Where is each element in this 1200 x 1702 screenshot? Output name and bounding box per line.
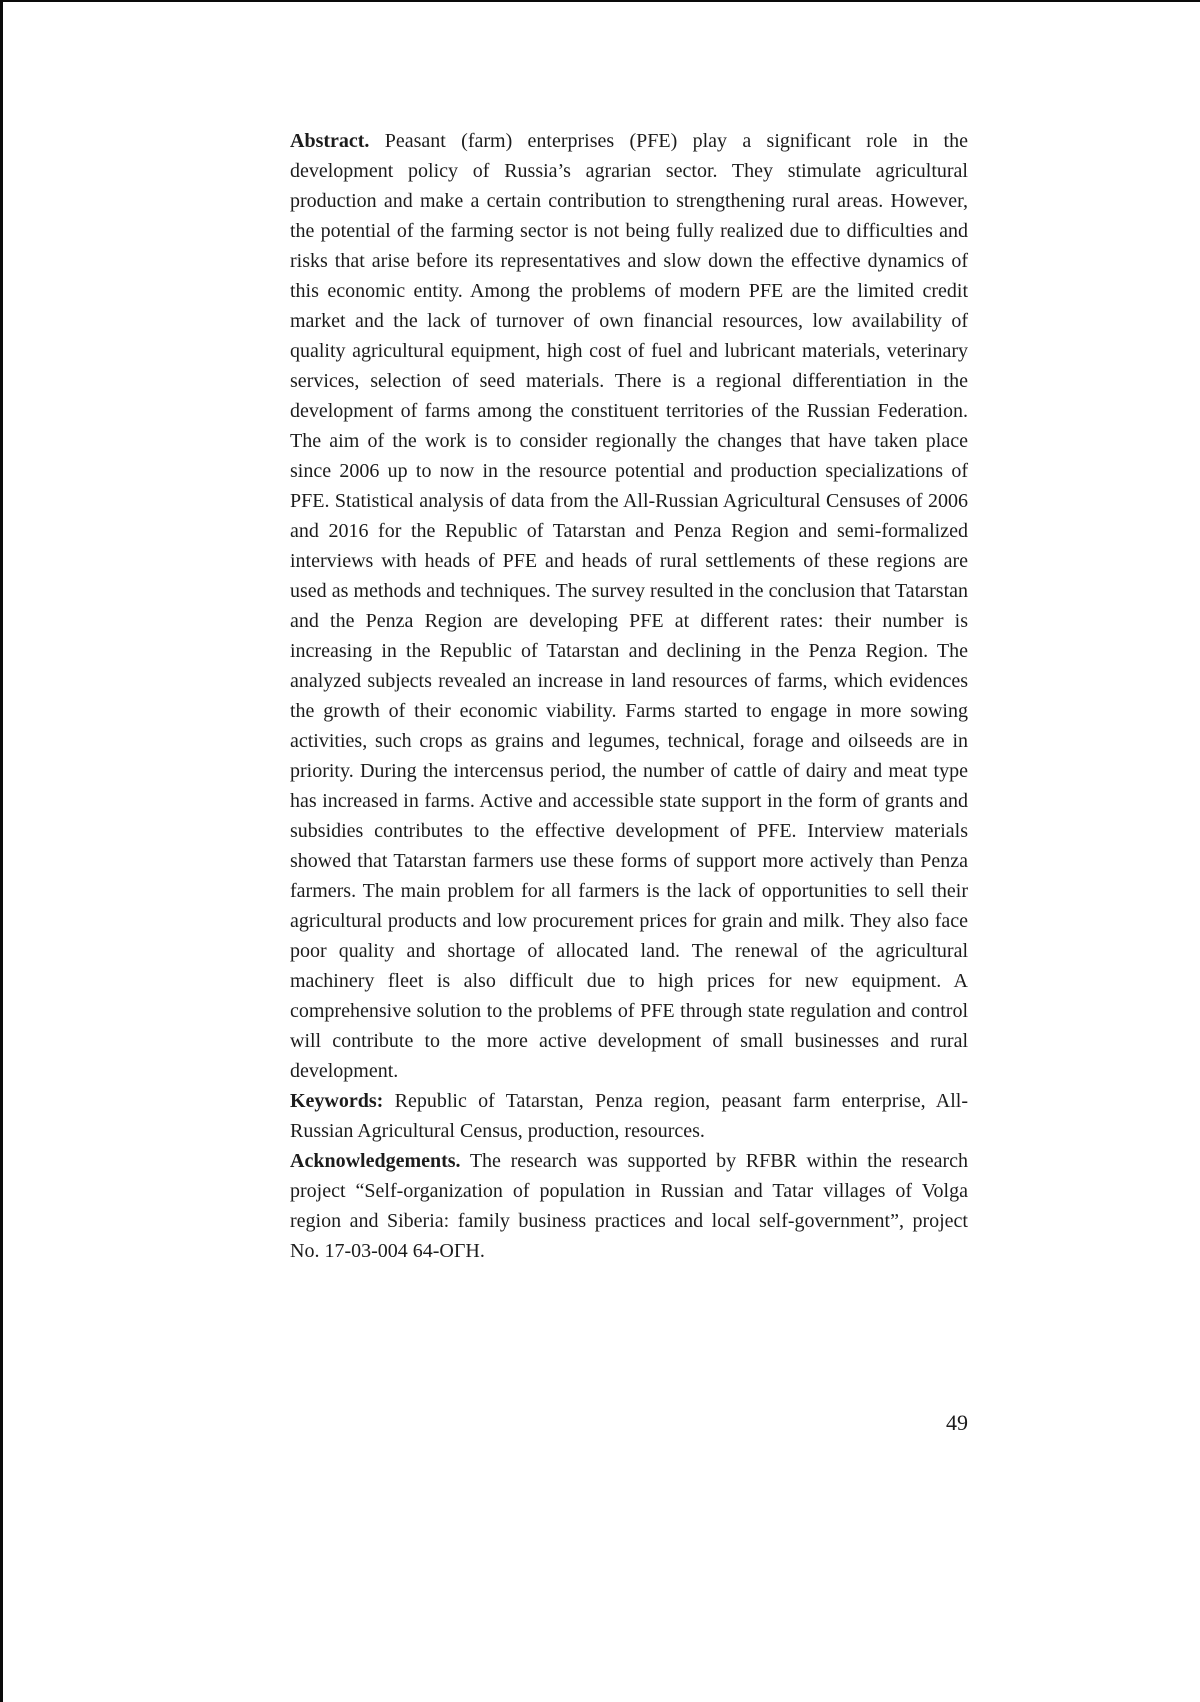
abstract-paragraph (290, 126, 968, 1086)
keywords-paragraph (290, 1086, 968, 1146)
acknowledgements-paragraph (290, 1146, 968, 1266)
keywords-text: Republic of Tatarstan, Penza region, peasant farm enterprise, All-Russian Agricultural Census, production, resources. (290, 1090, 968, 1142)
page-number: 49 (946, 1410, 968, 1435)
acknowledgements-label: Acknowledgements. (290, 1150, 461, 1172)
scan-edge-top (0, 0, 1200, 2)
abstract-label: Abstract. (290, 130, 370, 152)
acknowledgements-text: The research was supported by RFBR within the research project “Self-organization of population in Russian and Tatar villages of Volga region and Siberia: family business practices and local self-government”, project No. 17-03-004 64-ОГН. (290, 1150, 968, 1262)
keywords-label: Keywords: (290, 1090, 384, 1112)
scan-edge-left (0, 0, 3, 1702)
abstract-text: Peasant (farm) enterprises (PFE) play a significant role in the development policy of Russia’s agrarian sector. They stimulate agricultural production and make a certain contribution to strengthening rural areas. However, the potential of the farming sector is not being fully realized due to difficulties and risks that arise before its representatives and slow down the effective dynamics of this economic entity. Among the problems of modern PFE are the limited credit market and the lack of turnover of own financial resources, low availability of quality agricultural equipment, high cost of fuel and lubricant materials, veterinary services, selection of seed materials. There is a regional differentiation in the development of farms among the constituent territories of the Russian Federation. The aim of the work is to consider regionally the changes that have taken place since 2006 up to now in the resource potential and production specializations of PFE. Statistical analysis of data from the All-Russian Agricultural Censuses of 2006 and 2016 for the Republic of Tatarstan and Penza Region and semi-formalized interviews with heads of PFE and heads of rural settlements of these regions are used as methods and techniques. The survey resulted in the conclusion that Tatarstan and the Penza Region are developing PFE at different rates: their number is increasing in the Republic of Tatarstan and declining in the Penza Region. The analyzed subjects revealed an increase in land resources of farms, which evidences the growth of their economic viability. Farms started to engage in more sowing activities, such crops as grains and legumes, technical, forage and oilseeds are in priority. During the intercensus period, the number of cattle of dairy and meat type has increased in farms. Active and accessible state support in the form of grants and subsidies contributes to the effective development of PFE. Interview materials showed that Tatarstan farmers use these forms of support more actively than Penza farmers. The main problem for all farmers is the lack of opportunities to sell their agricultural products and low procurement prices for grain and milk. They also face poor quality and shortage of allocated land. The renewal of the agricultural machinery fleet is also difficult due to high prices for new equipment. A comprehensive solution to the problems of PFE through state regulation and control will contribute to the more active development of small businesses and rural development. (290, 130, 968, 1082)
abstract-block (290, 126, 968, 1266)
